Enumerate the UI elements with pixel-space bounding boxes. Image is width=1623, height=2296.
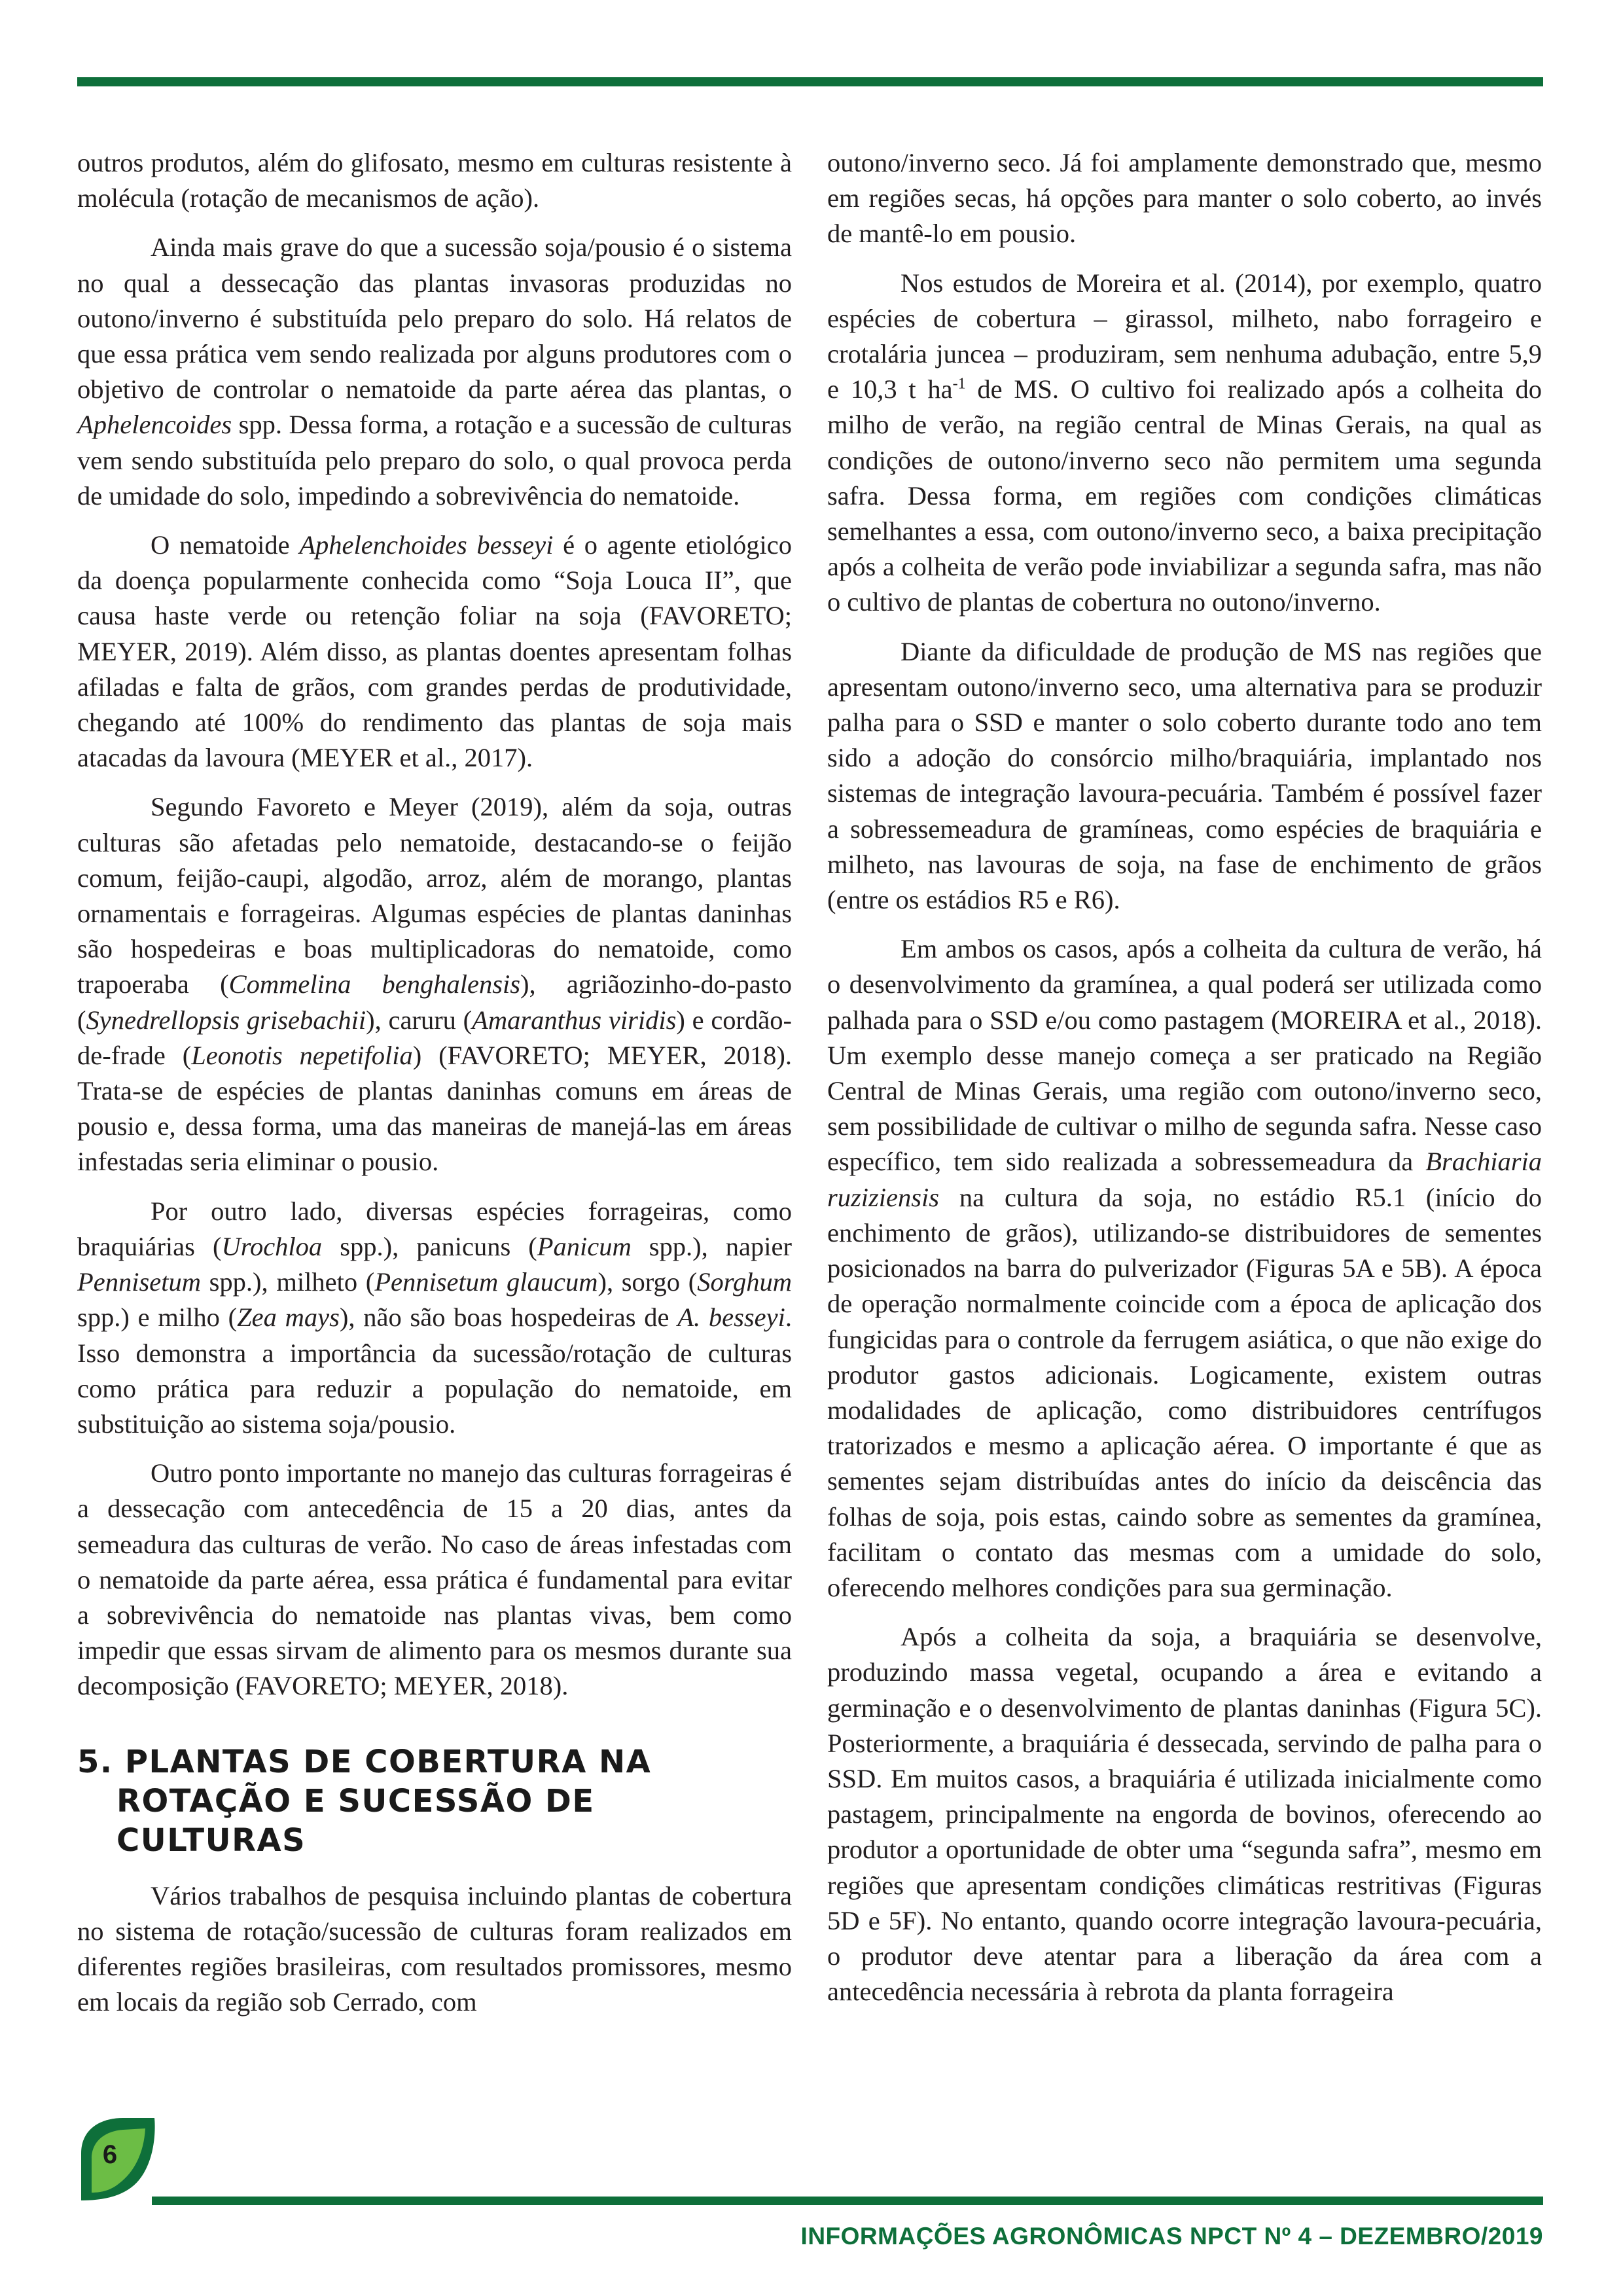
- paragraph: outros produtos, além do glifosato, mesmo em culturas resistente à molécula (rotação de mecanismos de ação).: [77, 148, 792, 213]
- paragraph: Nos estudos de Moreira et al. (2014), por exemplo, quatro espécies de cobertura – girassol, milheto, nabo forrageiro e crotalária juncea – produziram, sem nenhuma adubação, entre 5,9 e 10,3 t $ha^{-1}$ de MS. O cultivo foi realizado após a colheita do milho de verão, na região central de Minas Gerais, na qual as condições de outono/inverno seco não permitem uma segunda safra. Dessa forma, em regiões com condições climáticas semelhantes a essa, com outono/inverno seco, a baixa precipitação após a colheita de verão pode inviabilizar a segunda safra, mas não o cultivo de plantas de cobertura no outono/inverno.: [827, 268, 1542, 617]
- paragraph: Em ambos os casos, após a colheita da cultura de verão, há o desenvolvimento da gramínea, a qual poderá ser utilizada como palhada para o SSD e/ou como pastagem (MOREIRA et al., 2018). Um exemplo desse manejo começa a ser praticado na Região Central de Minas Gerais, uma região com outono/inverno seco, sem possibilidade de cultivar o milho de segunda safra. Nesse caso específico, tem sido realizada a sobressemeadura da Brachiaria ruziziensis na cultura da soja, no estádio R5.1 (início do enchimento de grãos), utilizando-se distribuidores de sementes posicionados na barra do pulverizador (Figuras 5A e 5B). A época de operação normalmente coincide com a época de aplicação dos fungicidas para o controle da ferrugem asiática, o que não exige do produtor gastos adicionais. Logicamente, existem outras modalidades de aplicação, como distribuidores centrífugos tratorizados e mesmo a aplicação aérea. O importante é que as sementes sejam distribuídas antes do início da deiscência das folhas de soja, pois estas, caindo sobre as sementes da gramínea, facilitam o contato das mesmas com a umidade do solo, oferecendo melhores condições para sua germinação.: [827, 934, 1542, 1602]
- paragraph: outono/inverno seco. Já foi amplamente demonstrado que, mesmo em regiões secas, há opções para manter o solo coberto, ao invés de mantê-lo em pousio.: [827, 148, 1542, 249]
- paragraph: Segundo Favoreto e Meyer (2019), além da soja, outras culturas são afetadas pelo nematoide, destacando-se o feijão comum, feijão-caupi, algodão, arroz, além de morango, plantas ornamentais e forrageiras. Algumas espécies de plantas daninhas são hospedeiras e boas multiplicadoras do nematoide, como trapoeraba (Commelina benghalensis), agriãozinho-do-pasto (Synedrellopsis grisebachii), caruru (Amaranthus viridis) e cordão-de-frade (Leonotis nepetifolia) (FAVORETO; MEYER, 2018). Trata-se de espécies de plantas daninhas comuns em áreas de pousio e, dessa forma, uma das maneiras de manejá-las em áreas infestadas seria eliminar o pousio.: [77, 792, 793, 1177]
- section-heading: 5. PLANTAS DE COBERTURA NA ROTAÇÃO E SUCESSÃO DE CULTURAS: [77, 1743, 652, 1859]
- paragraph: Diante da dificuldade de produção de MS nas regiões que apresentam outono/inverno seco, uma alternativa para se produzir palha para o SSD e manter o solo coberto durante todo ano tem sido a adoção do consórcio milho/braquiária, implantado nos sistemas de integração lavoura-pecuária. Também é possível fazer a sobressemeadura de gramíneas, como espécies de braquiária e milheto, nas lavouras de soja, na fase de enchimento de grãos (entre os estádios R5 e R6).: [827, 636, 1542, 915]
- page-number: 6: [102, 2140, 118, 2169]
- paragraph: Vários trabalhos de pesquisa incluindo plantas de cobertura no sistema de rotação/sucessão de culturas foram realizados em diferentes regiões brasileiras, com resultados promissores, mesmo em locais da região sob Cerrado, com: [77, 1880, 792, 2017]
- top-rule: [77, 77, 1543, 86]
- right-column: [827, 145, 1542, 2023]
- paragraph: Outro ponto importante no manejo das culturas forrageiras é a dessecação com antecedência de 15 a 20 dias, antes da semeadura das culturas de verão. No caso de áreas infestadas com o nematoide da parte aérea, essa prática é fundamental para evitar a sobrevivência do nematoide nas plantas vivas, bem como impedir que essas sirvam de alimento para os mesmos durante sua decomposição (FAVORETO; MEYER, 2018).: [77, 1458, 792, 1701]
- paragraph: Após a colheita da soja, a braquiária se desenvolve, produzindo massa vegetal, ocupando a área e evitando a germinação e o desenvolvimento de plantas daninhas (Figura 5C). Posteriormente, a braquiária é dessecada, servindo de palha para o SSD. Em muitos casos, a braquiária é utilizada inicialmente como pastagem, principalmente na engorda de bovinos, oferecendo ao produtor a oportunidade de obter uma “segunda safra”, mesmo em regiões que apresentam condições climáticas restritivas (Figuras 5D e 5F). No entanto, quando ocorre integração lavoura-pecuária, o produtor deve atentar para a liberação da área com a antecedência necessária à rebrota da planta forrageira: [827, 1622, 1542, 2007]
- paragraph: Por outro lado, diversas espécies forrageiras, como braquiárias (Urochloa spp.), panicuns (Panicum spp.), napier Pennisetum spp.), milheto (Pennisetum glaucum), sorgo (Sorghum spp.) e milho (Zea mays), não são boas hospedeiras de A. besseyi. Isso demonstra a importância da sucessão/rotação de culturas como prática para reduzir a população do nematoide, em substituição ao sistema soja/pousio.: [77, 1196, 793, 1439]
- left-column: [77, 145, 792, 2034]
- footer-title: INFORMAÇÕES AGRONÔMICAS NPCT Nº 4 – DEZEMBRO/2019: [800, 2223, 1543, 2250]
- bottom-rule: [152, 2197, 1543, 2205]
- paragraph: O nematoide Aphelenchoides besseyi é o agente etiológico da doença popularmente conhecida como “Soja Louca II”, que causa haste verde ou retenção foliar na soja (FAVORETO; MEYER, 2019). Além disso, as plantas doentes apresentam folhas afiladas e falta de grãos, com grandes perdas de produtividade, chegando até 100% do rendimento das plantas de soja mais atacadas da lavoura (MEYER et al., 2017).: [77, 530, 792, 773]
- paragraph: Ainda mais grave do que a sucessão soja/pousio é o sistema no qual a dessecação das plantas invasoras produzidas no outono/inverno é substituída pelo preparo do solo. Há relatos de que essa prática vem sendo realizada por alguns produtores com o objetivo de controlar o nematoide da parte aérea das plantas, o Aphelencoides spp. Dessa forma, a rotação e a sucessão de culturas vem sendo substituída pelo preparo do solo, o qual provoca perda de umidade do solo, impedindo a sobrevivência do nematoide.: [77, 232, 792, 511]
